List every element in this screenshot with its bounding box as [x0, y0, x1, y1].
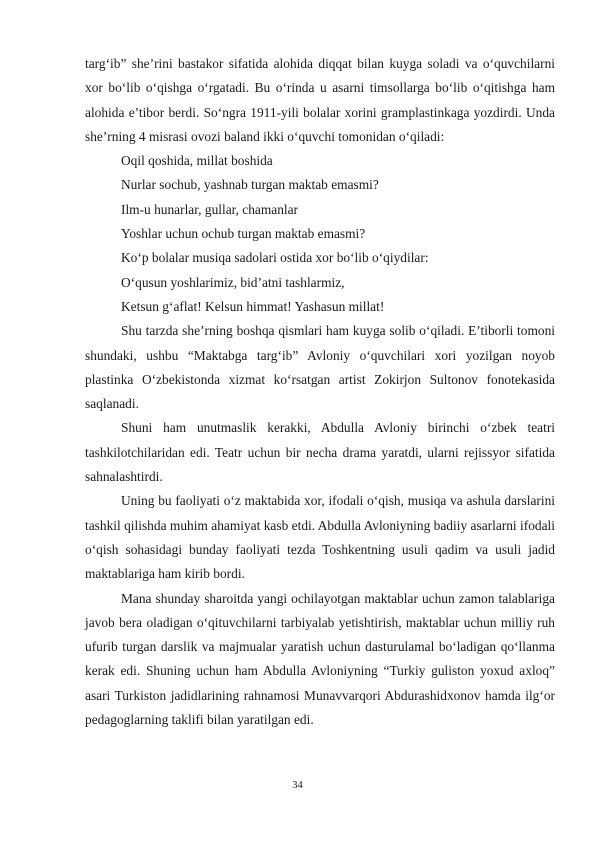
paragraph-plastinka: Shu tarzda she’rning boshqa qismlari ham kuyga solib o‘qiladi. E’tiborli tomoni shundaki, ushbu “Maktabga targ‘ib” Avloniy o‘quvchilari xori yozilgan noyob plastinka O‘zbekistonda xizmat ko‘rsatgan artist Zokirjon Sultonov fonotekasida saqlanadi. [85, 323, 555, 412]
page-body [85, 52, 555, 732]
paragraph-textbook: Mana shunday sharoitda yangi ochilayotgan maktablar uchun zamon talablariga javob bera oladigan o‘qituvchilarni tarbiyalab yetishtirish, maktablar uchun milliy ruh ufurib turgan darslik va majmualar yaratish uchun dasturulamal bo‘ladigan qo‘llanma kerak edi. Shuning uchun ham Abdulla Avloniyning “Turkiy guliston yoxud axloq” asari Turkiston jadidlarining rahnamosi Munavvarqori Abdurashidxonov hamda ilg‘or pedagoglarning taklifi bilan yaratilgan edi. [85, 590, 555, 728]
page-number: 34 [292, 780, 303, 791]
paragraph-chorus-intro: Ko‘p bolalar musiqa sadolari ostida xor bo‘lib o‘qiydilar: [121, 250, 429, 266]
verse-line-1: Oqil qoshida, millat boshida [121, 153, 273, 169]
verse-line-2: Nurlar sochub, yashnab turgan maktab emasmi? [121, 177, 379, 193]
verse-line-5: O‘qusun yoshlarimiz, bid’atni tashlarmiz, [121, 274, 345, 290]
verse-line-3: Ilm-u hunarlar, gullar, chamanlar [121, 201, 299, 217]
verse-line-4: Yoshlar uchun ochub turgan maktab emasmi? [121, 226, 366, 242]
paragraph-continued: targ‘ib” she’rini bastakor sifatida alohida diqqat bilan kuyga soladi va o‘quvchilarni xor bo‘lib o‘qishga o‘rgatadi. Bu o‘rinda u asarni timsollarga bo‘lib o‘qitishga ham alohida e’tibor berdi. So‘ngra 1911-yili bolalar xorini gramplastinkaga yozdirdi. Unda she’rning 4 misrasi ovozi baland ikki o‘quvchi tomonidan o‘qiladi: [85, 56, 555, 144]
paragraph-theatre: Shuni ham unutmaslik kerakki, Abdulla Avloniy birinchi o‘zbek teatri tashkilotchilaridan edi. Teatr uchun bir necha drama yaratdi, ularni rejissyor sifatida sahnalashtirdi. [85, 420, 555, 485]
verse-line-6: Ketsun g‘aflat! Kelsun himmat! Yashasun millat! [121, 298, 385, 314]
paragraph-activity: Uning bu faoliyati o‘z maktabida xor, ifodali o‘qish, musiqa va ashula darslarini tashkil qilishda muhim ahamiyat kasb etdi. Abdulla Avloniyning badiiy asarlarni ifodali o‘qish sohasidagi bunday faoliyati tezda Toshkentning usuli qadim va usuli jadid maktablariga ham kirib bordi. [85, 493, 555, 582]
